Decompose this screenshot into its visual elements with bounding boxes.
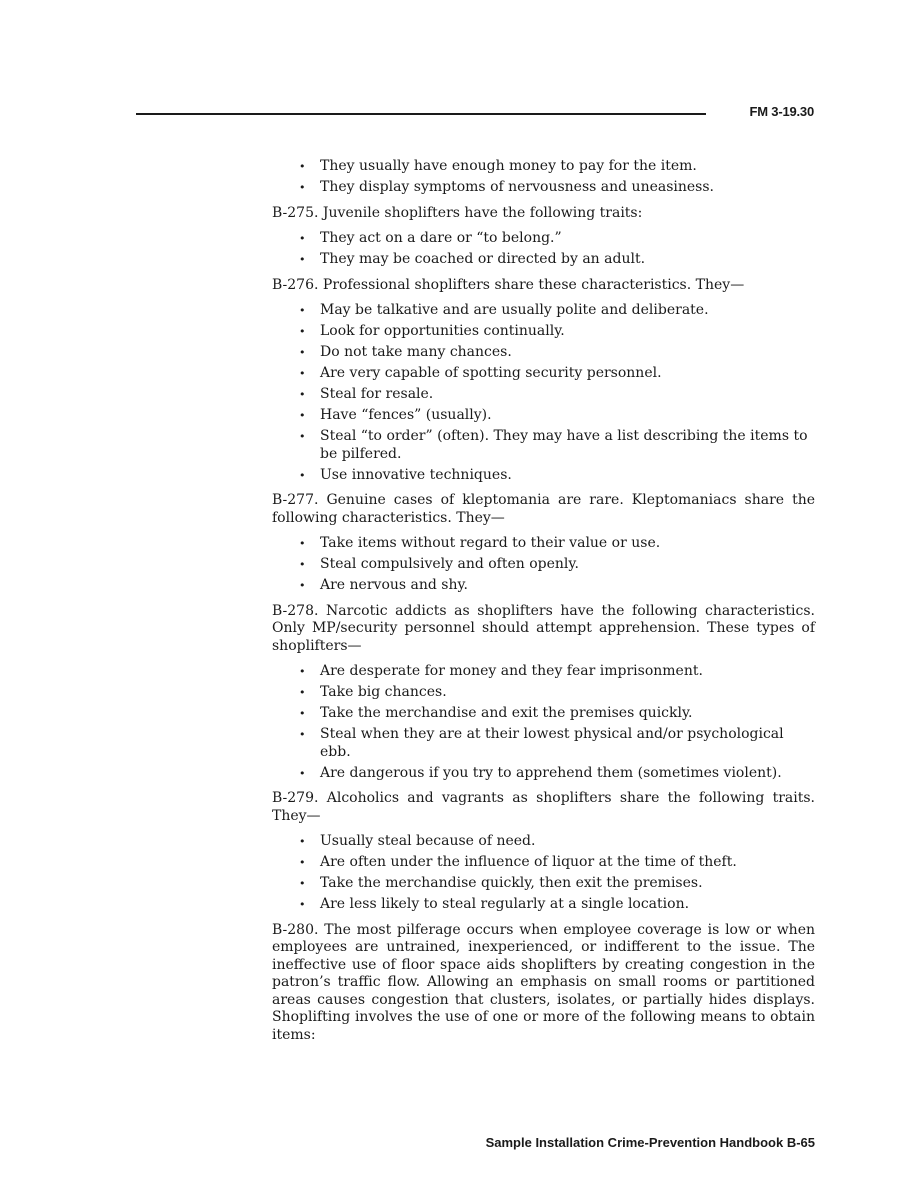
- bullet-icon: •: [299, 468, 306, 482]
- list-item: [272, 556, 815, 574]
- bullet-icon: •: [299, 665, 306, 678]
- bullet-icon: •: [299, 856, 306, 869]
- list-item-text: Are dangerous if you try to apprehend them (sometimes violent).: [320, 764, 782, 781]
- list-item: [272, 344, 815, 362]
- paragraph: B-277. Genuine cases of kleptomania are rare. Kleptomaniacs share the following characteristics. They—: [272, 492, 815, 526]
- list-item-text: Steal compulsively and often openly.: [320, 556, 579, 572]
- list-item-text: Usually steal because of need.: [320, 833, 536, 849]
- bullet-list: [272, 158, 815, 197]
- bullet-icon: •: [299, 409, 306, 422]
- bullet-icon: •: [299, 430, 306, 443]
- header-rule: [136, 113, 706, 115]
- bullet-icon: •: [299, 537, 306, 550]
- list-item-text: Take big chances.: [320, 684, 447, 700]
- bullet-icon: •: [299, 898, 306, 911]
- list-item: [272, 875, 815, 893]
- list-item-text: They usually have enough money to pay for the item.: [320, 158, 697, 174]
- bullet-list: [272, 535, 815, 595]
- bullet-list: [272, 230, 815, 269]
- bullet-icon: •: [299, 558, 306, 571]
- bullet-list: [272, 302, 815, 484]
- list-item: [272, 535, 815, 553]
- document-id: FM 3-19.30: [749, 104, 814, 119]
- list-item: [272, 179, 815, 197]
- list-item-text: Look for opportunities continually.: [320, 323, 565, 339]
- bullet-icon: •: [299, 304, 306, 317]
- list-item: [272, 705, 815, 723]
- list-item-text: Do not take many chances.: [320, 344, 512, 360]
- bullet-icon: •: [299, 835, 306, 848]
- list-item: [272, 230, 815, 248]
- list-item-text: Have “fences” (usually).: [320, 407, 492, 423]
- list-item: [272, 251, 815, 269]
- list-item: [272, 833, 815, 851]
- list-item: [272, 663, 815, 681]
- bullet-icon: •: [299, 579, 306, 592]
- list-item: [272, 386, 815, 404]
- bullet-icon: •: [299, 728, 306, 741]
- bullet-icon: •: [299, 707, 306, 720]
- list-item-text: Take items without regard to their value or use.: [320, 535, 661, 551]
- bullet-icon: •: [299, 346, 306, 359]
- list-item-text: They act on a dare or “to belong.”: [320, 230, 562, 246]
- list-item: [272, 365, 815, 383]
- bullet-icon: •: [299, 181, 306, 194]
- page-body: [272, 158, 815, 1052]
- paragraph: B-278. Narcotic addicts as shoplifters have the following characteristics. Only MP/security personnel should attempt apprehension. These types of shoplifters—: [272, 602, 815, 654]
- bullet-list: [272, 663, 815, 782]
- bullet-icon: •: [299, 686, 306, 699]
- list-item: [272, 302, 815, 320]
- bullet-icon: •: [299, 160, 306, 173]
- list-item-text: Are often under the influence of liquor at the time of theft.: [320, 854, 737, 870]
- list-item-text: May be talkative and are usually polite and deliberate.: [320, 302, 709, 318]
- list-item-text: Steal when they are at their lowest physical and/or psychological ebb.: [320, 726, 784, 760]
- list-item: [272, 726, 815, 761]
- bullet-icon: •: [299, 388, 306, 401]
- bullet-icon: •: [299, 253, 306, 266]
- list-item-text: Steal for resale.: [320, 386, 434, 402]
- bullet-icon: •: [299, 325, 306, 338]
- list-item-text: Are nervous and shy.: [320, 577, 468, 593]
- paragraph: B-279. Alcoholics and vagrants as shoplifters share the following traits. They—: [272, 790, 815, 824]
- paragraph: B-275. Juvenile shoplifters have the following traits:: [272, 204, 643, 221]
- bullet-list: [272, 833, 815, 914]
- list-item-text: Steal “to order” (often). They may have a list describing the items to be pilfered.: [320, 428, 808, 462]
- list-item-text: They display symptoms of nervousness and uneasiness.: [320, 179, 715, 195]
- list-item-text: Take the merchandise and exit the premises quickly.: [320, 705, 693, 721]
- list-item: [272, 896, 815, 914]
- bullet-icon: •: [299, 877, 306, 890]
- paragraph: B-276. Professional shoplifters share these characteristics. They—: [272, 276, 745, 293]
- list-item: [272, 323, 815, 341]
- bullet-icon: •: [299, 232, 306, 245]
- list-item: [272, 854, 815, 872]
- list-item-text: They may be coached or directed by an adult.: [320, 251, 646, 267]
- list-item: [272, 158, 815, 176]
- list-item: [272, 467, 815, 485]
- list-item-text: Use innovative techniques.: [320, 466, 512, 483]
- page-footer: Sample Installation Crime-Prevention Handbook B-65: [485, 1135, 815, 1150]
- list-item: [272, 428, 815, 463]
- list-item: [272, 765, 815, 783]
- bullet-icon: •: [299, 367, 306, 380]
- bullet-icon: •: [299, 766, 306, 780]
- list-item: [272, 407, 815, 425]
- paragraph: B-280. The most pilferage occurs when employee coverage is low or when employees are untrained, inexperienced, or indifferent to the issue. The ineffective use of floor space aids shoplifters by creating congestion in the patron’s traffic flow. Allowing an emphasis on small rooms or partitioned areas causes congestion that clusters, isolates, or partially hides displays. Shoplifting involves the use of one or more of the following means to obtain items:: [272, 921, 815, 1043]
- list-item-text: Are very capable of spotting security personnel.: [320, 365, 662, 381]
- list-item: [272, 577, 815, 595]
- list-item-text: Are desperate for money and they fear imprisonment.: [320, 663, 703, 679]
- list-item: [272, 684, 815, 702]
- list-item-text: Are less likely to steal regularly at a single location.: [320, 896, 690, 912]
- list-item-text: Take the merchandise quickly, then exit the premises.: [320, 875, 703, 891]
